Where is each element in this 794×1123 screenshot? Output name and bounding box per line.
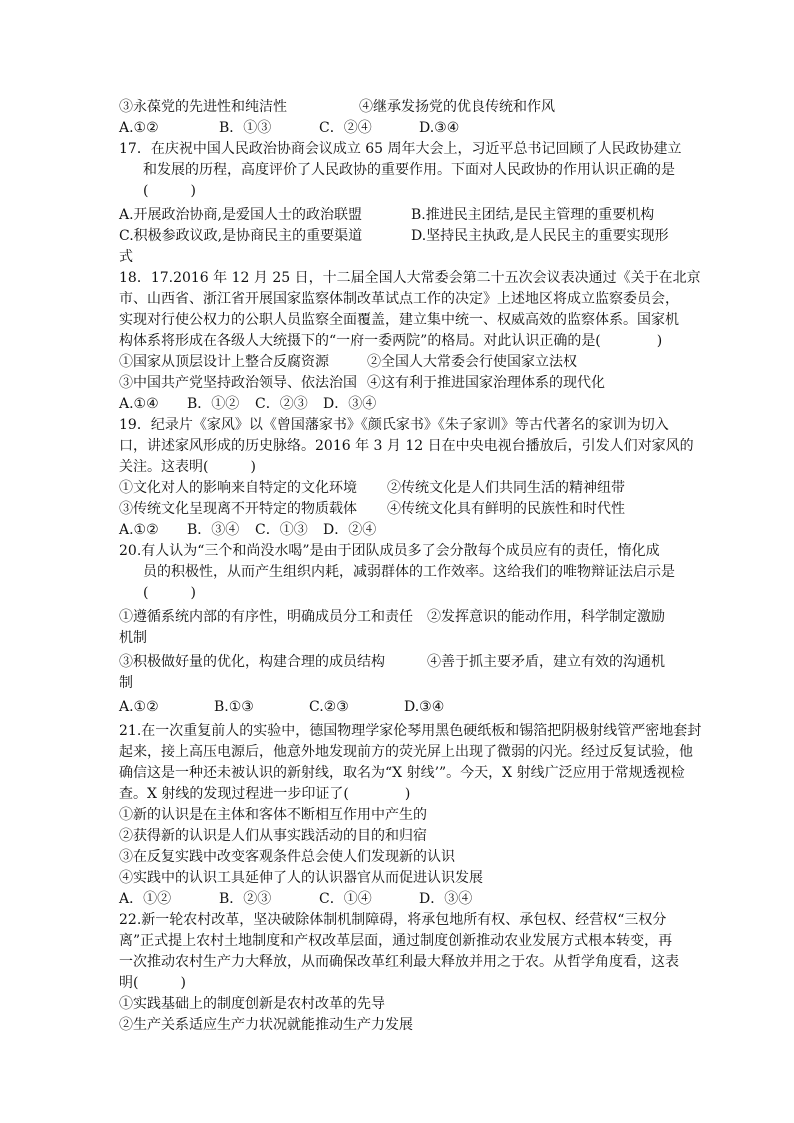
question-19 <box>119 415 694 541</box>
q20-item-4-cont: 制 <box>119 675 133 691</box>
q16-option-d: D.③④ <box>419 120 460 136</box>
q16-item-4: ④继承发扬党的优良传统和作风 <box>359 99 555 115</box>
q17-option-c: C.积极参政议政,是协商民主的重要渠道 <box>119 228 363 244</box>
q18-stem-line-2: 市、山西省、浙江省开展国家监察体制改革试点工作的决定》上述地区将成立监察委员会， <box>119 291 679 307</box>
q17-option-b: B.推进民主团结,是民主管理的重要机构 <box>411 207 655 223</box>
q20-options <box>119 697 681 718</box>
q18-stem-line-4: 构体系将形成在各级人大统摄下的“一府一委两院”的格局。对此认识正确的是( ) <box>119 333 663 349</box>
q18-items-row-2 <box>119 373 681 394</box>
q17-answer-blank: ( ) <box>143 183 196 199</box>
q21-stem-line-4: 查。X 射线的发现过程进一步印证了( ) <box>119 786 411 802</box>
q19-stem-line-3: 关注。这表明( ) <box>119 459 256 475</box>
q20-option-d: D.③④ <box>404 699 445 715</box>
q20-answer-blank: ( ) <box>143 585 196 601</box>
q21-stem-line-1: 21.在一次重复前人的实验中，德国物理学家伦琴用黑色硬纸板和锡箔把阴极射线管严密地套封 <box>119 723 702 739</box>
q22-stem-line-3: 一次推动农村生产力大释放，从而确保改革红利最大释放并用之于农。从哲学角度看，这表 <box>119 954 679 970</box>
q19-stem-line-1: 19．纪录片《家风》以《曾国藩家书》《颜氏家书》《朱子家训》等古代著名的家训为切入 <box>119 417 669 433</box>
q20-item-3: ③积极做好量的优化，构建合理的成员结构 <box>119 654 385 670</box>
q18-stem-line-1: 18．17.2016 年 12 月 25 日，十二届全国人大常委会第二十五次会议表决通过《关于在北京 <box>119 270 701 286</box>
q18-items-row-1 <box>119 352 681 373</box>
q21-option-c: C．①④ <box>319 891 372 907</box>
q21-option-b: B．②③ <box>219 891 272 907</box>
question-22 <box>119 910 681 1036</box>
q19-item-4: ④传统文化具有鲜明的民族性和时代性 <box>387 501 625 517</box>
q20-items-row-2 <box>119 652 681 673</box>
q21-item-3: ③在反复实践中改变客观条件总会使人们发现新的认识 <box>119 849 455 865</box>
q21-option-d: D．③④ <box>419 891 473 907</box>
q19-option-b: B．③④ <box>187 522 240 538</box>
q19-items-row-1 <box>119 478 681 499</box>
q18-option-b: B．①② <box>187 396 240 412</box>
q20-item-2-cont: 机制 <box>119 630 147 646</box>
q20-item-1: ①遵循系统内部的有序性，明确成员分工和责任 <box>119 609 413 625</box>
q20-item-4: ④善于抓主要矛盾，建立有效的沟通机 <box>427 654 665 670</box>
q21-options <box>119 889 681 910</box>
q20-item-2: ②发挥意识的能动作用，科学制定激励 <box>427 609 665 625</box>
q22-item-1: ①实践基础上的制度创新是农村改革的先导 <box>119 996 385 1012</box>
q18-item-3: ③中国共产党坚持政治领导、依法治国 <box>119 375 357 391</box>
q17-stem-line-2: 和发展的历程，高度评价了人民政协的重要作用。下面对人民政协的作用认识正确的是 <box>143 162 675 178</box>
q18-options <box>119 394 681 415</box>
q16-items-row <box>119 97 681 118</box>
q22-stem-line-4: 明( ) <box>119 975 186 991</box>
q19-stem-line-2: 口，讲述家风形成的历史脉络。2016 年 3 月 12 日在中央电视台播放后，引发人们对家风的 <box>119 438 694 454</box>
q22-item-2: ②生产关系适应生产力状况就能推动生产力发展 <box>119 1017 413 1033</box>
q16-item-3: ③永葆党的先进性和纯洁性 <box>119 99 287 115</box>
q20-stem-line-2: 员的积极性，从而产生组织内耗，减弱群体的工作效率。这给我们的唯物辩证法启示是 <box>143 564 675 580</box>
q18-option-a: A.①④ <box>119 396 159 412</box>
q21-option-a: A．①② <box>119 891 172 907</box>
q17-stem-line-1: 17．在庆祝中国人民政治协商会议成立 65 周年大会上，习近平总书记回顾了人民政协建立 <box>119 141 682 157</box>
q21-stem-line-2: 起来，接上高压电源后，他意外地发现前方的荧光屏上出现了微弱的闪光。经过反复试验，他 <box>119 744 693 760</box>
q17-options-row-1 <box>119 205 681 226</box>
q18-stem-line-3: 实现对行使公权力的公职人员监察全面覆盖，建立集中统一、权威高效的监察体系。国家机 <box>119 312 679 328</box>
q18-option-c: C．②③ <box>255 396 308 412</box>
q19-option-c: C．①③ <box>255 522 308 538</box>
q19-item-1: ①文化对人的影响来自特定的文化环境 <box>119 480 357 496</box>
q20-option-c: C.②③ <box>309 699 349 715</box>
q20-stem-line-1: 20.有人认为“三个和尚没水喝”是由于团队成员多了会分散每个成员应有的责任，惰化成 <box>119 543 660 559</box>
q19-item-3: ③传统文化呈现离不开特定的物质载体 <box>119 501 357 517</box>
q19-option-a: A.①② <box>119 522 159 538</box>
question-21 <box>119 721 702 910</box>
q18-item-2: ②全国人大常委会行使国家立法权 <box>367 354 577 370</box>
q17-options-row-2 <box>119 226 681 247</box>
q16-option-b: B．①③ <box>219 120 272 136</box>
q16-option-a: A.①② <box>119 120 159 136</box>
q17-option-a: A.开展政治协商,是爱国人士的政治联盟 <box>119 207 363 223</box>
q19-option-d: D．②④ <box>323 522 377 538</box>
q21-item-2: ②获得新的认识是人们从事实践活动的目的和归宿 <box>119 828 427 844</box>
q20-option-b: B.①③ <box>214 699 254 715</box>
question-18 <box>119 268 701 415</box>
q22-stem-line-2: 离”正式提上农村土地制度和产权改革层面，通过制度创新推动农业发展方式根本转变，再 <box>119 933 673 949</box>
q16-option-c: C．②④ <box>319 120 372 136</box>
question-20 <box>119 541 681 718</box>
q19-options <box>119 520 681 541</box>
question-content <box>119 97 702 1036</box>
question-17 <box>119 139 681 268</box>
q17-option-d-cont: 式 <box>119 249 133 265</box>
q20-option-a: A.①② <box>119 699 159 715</box>
q18-item-4: ④这有利于推进国家治理体系的现代化 <box>367 375 605 391</box>
q22-stem-line-1: 22.新一轮农村改革，坚决破除体制机制障碍，将承包地所有权、承包权、经营权“三权分 <box>119 912 667 928</box>
q17-option-d: D.坚持民主执政,是人民民主的重要实现形 <box>411 228 669 244</box>
q21-stem-line-3: 确信这是一种还未被认识的新射线，取名为“X 射线’”。今天，X 射线广泛应用于常规透视检 <box>119 765 685 781</box>
q21-item-1: ①新的认识是在主体和客体不断相互作用中产生的 <box>119 807 427 823</box>
q19-item-2: ②传统文化是人们共同生活的精神纽带 <box>387 480 625 496</box>
q18-option-d: D．③④ <box>323 396 377 412</box>
q16-options <box>119 118 681 139</box>
q19-items-row-2 <box>119 499 681 520</box>
q20-items-row-1 <box>119 607 681 628</box>
q18-item-1: ①国家从顶层设计上整合反腐资源 <box>119 354 329 370</box>
q21-item-4: ④实践中的认识工具延伸了人的认识器官从而促进认识发展 <box>119 870 483 886</box>
